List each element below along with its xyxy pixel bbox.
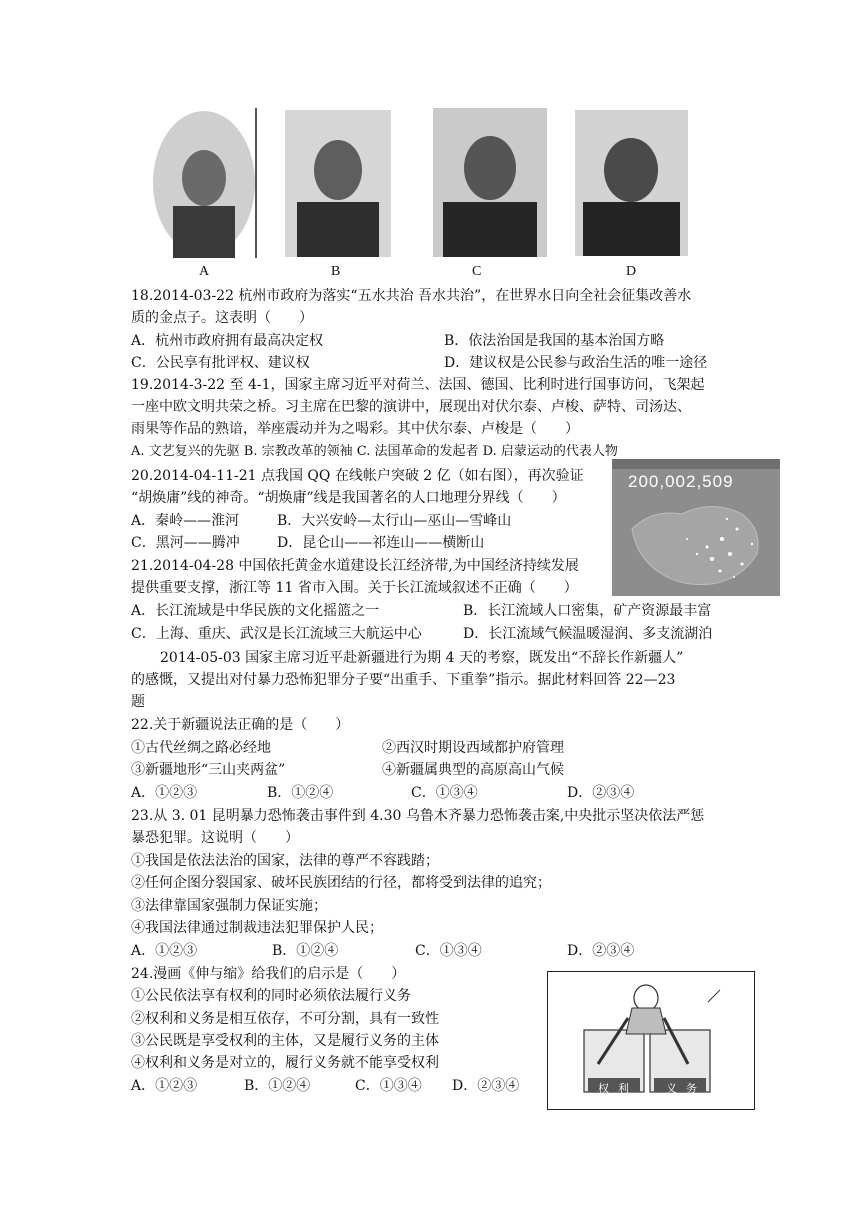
portrait-d-image bbox=[575, 110, 688, 256]
cartoon-label-wu: 务 bbox=[686, 1082, 697, 1095]
cartoon-label-li: 利 bbox=[618, 1082, 629, 1095]
q20-option-b: B．大兴安岭—太行山—巫山—雪峰山 bbox=[277, 513, 512, 529]
q23-option-d: D．②③④ bbox=[567, 943, 635, 959]
q21-option-b: B．长江流域人口密集，矿产资源最丰富 bbox=[463, 603, 712, 619]
portrait-letter-a: A bbox=[199, 264, 210, 279]
q24-stem: 24.漫画《伸与缩》给我们的启示是（ ） bbox=[131, 966, 406, 982]
q20-option-a: A．秦岭——淮河 bbox=[131, 513, 240, 529]
q22-item-2: ②西汉时期设西域都护府管理 bbox=[382, 740, 564, 756]
q21-option-a: A．长江流域是中华民族的文化摇篮之一 bbox=[131, 603, 380, 619]
q20-option-d: D．昆仑山——祁连山——横断山 bbox=[277, 535, 485, 551]
q21-stem-line-2: 提供重要支撑，浙江等 11 省市入围。关于长江流域叙述不正确（ ） bbox=[131, 580, 578, 596]
material-line-2: 的感慨，又提出对付暴力恐怖犯罪分子要“出重手、下重拳”指示。据此材料回答 22—23 bbox=[131, 672, 676, 688]
q20-stem-line-1: 20.2014-04-11-21 点我国 QQ 在线帐户突破 2 亿（如右图），再次验证 bbox=[131, 468, 584, 484]
q22-item-1: ①古代丝绸之路必经地 bbox=[131, 740, 271, 756]
rights-duties-cartoon-image bbox=[547, 971, 755, 1110]
portrait-letter-d: D bbox=[626, 264, 637, 279]
q24-option-c: C．①③④ bbox=[355, 1078, 422, 1094]
portrait-a-image bbox=[151, 108, 258, 258]
q24-item-3: ③公民既是享受权利的主体，又是履行义务的主体 bbox=[131, 1033, 439, 1049]
q22-stem: 22.关于新疆说法正确的是（ ） bbox=[131, 717, 350, 733]
q23-item-3: ③法律靠国家强制力保证实施； bbox=[131, 898, 327, 914]
portrait-letter-c: C bbox=[472, 264, 482, 279]
q18-stem-line-1: 18.2014-03-22 杭州市政府为落实“五水共治 吾水共治”，在世界水日向全社会征集改善水 bbox=[131, 288, 692, 304]
material-line-3: 题 bbox=[131, 694, 145, 710]
q23-stem-line-1: 23.从 3. 01 昆明暴力恐怖袭击事件到 4.30 乌鲁木齐暴力恐怖袭击案,中央批示坚决依法严惩 bbox=[131, 808, 705, 824]
q23-option-b: B．①②④ bbox=[272, 943, 339, 959]
q24-option-a: A．①②③ bbox=[131, 1078, 198, 1094]
q19-stem-line-1: 19.2014-3-22 至 4-1，国家主席习近平对荷兰、法国、德国、比利时进行国事访问，飞架起 bbox=[131, 377, 705, 393]
q18-option-c: C．公民享有批评权、建议权 bbox=[131, 355, 310, 371]
cartoon-label-quan: 权 bbox=[598, 1082, 609, 1095]
q21-stem-line-1: 21.2014-04-28 中国依托黄金水道建设长江经济带,为中国经济持续发展 bbox=[131, 558, 579, 574]
q23-stem-line-2: 暴恐犯罪。这说明（ ） bbox=[131, 830, 299, 846]
q23-item-4: ④我国法律通过制裁违法犯罪保护人民； bbox=[131, 920, 383, 936]
q22-item-3: ③新疆地形“三山夹两盆” bbox=[131, 762, 286, 778]
q18-option-d: D．建议权是公民参与政治生活的唯一途径 bbox=[444, 355, 708, 371]
q23-option-a: A．①②③ bbox=[131, 943, 198, 959]
q24-item-2: ②权利和义务是相互依存，不可分割，具有一致性 bbox=[131, 1011, 439, 1027]
q22-option-a: A．①②③ bbox=[131, 785, 198, 801]
portrait-letter-b: B bbox=[331, 264, 341, 279]
q21-option-d: D．长江流域气候温暖湿润、多支流湖泊 bbox=[463, 626, 713, 642]
q24-option-b: B．①②④ bbox=[244, 1078, 311, 1094]
q18-option-b: B．依法治国是我国的基本治国方略 bbox=[444, 333, 665, 349]
map-online-counter: 200,002,509 bbox=[628, 472, 734, 491]
qq-online-map-image bbox=[612, 459, 780, 596]
q23-option-c: C．①③④ bbox=[415, 943, 482, 959]
q24-item-1: ①公民依法享有权利的同时必须依法履行义务 bbox=[131, 988, 411, 1004]
material-line-1: 2014-05-03 国家主席习近平赴新疆进行为期 4 天的考察，既发出“不辞长作新疆人” bbox=[160, 650, 684, 666]
q20-option-c: C．黑河——腾冲 bbox=[131, 535, 240, 551]
q20-stem-line-2: “胡焕庸”线的神奇。“胡焕庸”线是我国著名的人口地理分界线（ ） bbox=[131, 490, 566, 506]
q19-stem-line-3: 雨果等作品的熟谙，举座震动并为之喝彩。其中伏尔泰、卢梭是（ ） bbox=[131, 421, 579, 437]
q23-item-1: ①我国是依法法治的国家，法律的尊严不容践踏； bbox=[131, 853, 439, 869]
portrait-c-image bbox=[433, 108, 547, 257]
q23-item-2: ②任何企图分裂国家、破坏民族团结的行径，都将受到法律的追究； bbox=[131, 875, 551, 891]
q24-item-4: ④权利和义务是对立的，履行义务就不能享受权利 bbox=[131, 1055, 439, 1071]
q22-option-b: B．①②④ bbox=[267, 785, 334, 801]
q21-option-c: C．上海、重庆、武汉是长江流域三大航运中心 bbox=[131, 626, 422, 642]
q22-option-d: D．②③④ bbox=[567, 785, 635, 801]
portrait-b-image bbox=[285, 110, 391, 257]
q24-option-d: D．②③④ bbox=[452, 1078, 520, 1094]
q19-options: A. 文艺复兴的先驱 B. 宗教改革的领袖 C. 法国革命的发起者 D. 启蒙运动的代表人物 bbox=[131, 444, 618, 459]
q22-option-c: C．①③④ bbox=[411, 785, 478, 801]
q18-stem-line-2: 质的金点子。这表明（ ） bbox=[131, 310, 313, 326]
cartoon-label-yi: 义 bbox=[666, 1082, 677, 1095]
q18-option-a: A．杭州市政府拥有最高决定权 bbox=[131, 333, 324, 349]
q22-item-4: ④新疆属典型的高原高山气候 bbox=[382, 762, 564, 778]
q19-stem-line-2: 一座中欧文明共荣之桥。习主席在巴黎的演讲中，展现出对伏尔泰、卢梭、萨特、司汤达、 bbox=[131, 399, 691, 415]
